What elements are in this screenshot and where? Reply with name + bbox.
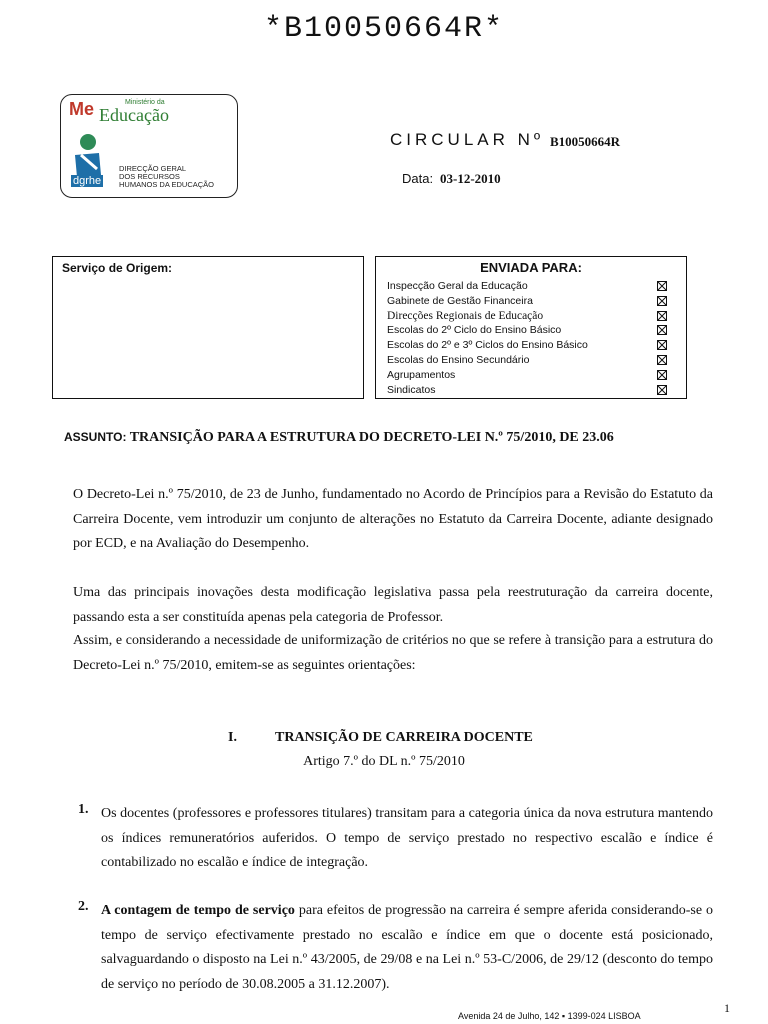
- checked-box-icon: [657, 385, 667, 395]
- item-number: 2.: [78, 899, 89, 914]
- service-origin-box: [52, 256, 364, 399]
- circular-label: CIRCULAR Nº: [390, 130, 545, 149]
- recipient-item: [387, 353, 677, 368]
- recipient-item: [387, 309, 677, 324]
- item-body: Os docentes (professores e professores titulares) transitam para a categoria única da nova estrutura mantendo os índices remuneratórios auferidos. O tempo de serviço prestado no respectivo escalão e índice é contabilizado no escalão e índice de integração.: [101, 806, 713, 870]
- me-logo-glyph: Me: [69, 99, 95, 119]
- checked-box-icon: [657, 355, 667, 365]
- item-number: 1.: [78, 802, 89, 817]
- barcode-text: *B10050664R*: [263, 12, 505, 46]
- sent-to-box: [375, 256, 687, 399]
- recipient-item: [387, 368, 677, 383]
- sent-to-title: ENVIADA PARA:: [480, 260, 582, 275]
- item-text: [101, 802, 713, 876]
- recipient-label: Escolas do 2º Ciclo do Ensino Básico: [387, 324, 562, 337]
- subject-text: TRANSIÇÃO PARA A ESTRUTURA DO DECRETO-LEI N.º 75/2010, DE 23.06: [129, 430, 614, 445]
- recipient-label: Sindicatos: [387, 383, 436, 396]
- dgrhe-line: HUMANOS DA EDUCAÇÃO: [119, 180, 215, 189]
- recipient-label: Escolas do Ensino Secundário: [387, 353, 530, 366]
- checked-box-icon: [657, 370, 667, 380]
- recipient-item: [387, 338, 677, 353]
- recipient-label: Direcções Regionais de Educação: [387, 309, 544, 322]
- item-body: para efeitos de progressão na carreira é sempre aferida considerando-se o tempo de serviço efectivamente prestado no escalão e índice em que o docente está posicionado, salvaguardando o disposto na Lei n.º 43/2005, de 29/08 e na Lei n.º 53-C/2006, de 29/12 (desconto do tempo de serviço no período de 30.08.2005 a 31.12.2007).: [101, 903, 713, 992]
- section-subtitle: Artigo 7.º do DL n.º 75/2010: [303, 754, 465, 769]
- ministry-logo: [60, 94, 238, 198]
- subject-line: [64, 430, 614, 446]
- body-paragraph: Assim, e considerando a necessidade de uniformização de critérios no que se refere à transição para a estrutura do Decreto-Lei n.º 75/2010, emitem-se as seguintes orientações:: [73, 633, 713, 673]
- section-number: I.: [228, 730, 237, 745]
- recipient-label: Inspecção Geral da Educação: [387, 280, 528, 292]
- date-label: Data:: [402, 171, 434, 186]
- dgrhe-line: DIRECÇÃO GERAL: [119, 164, 187, 173]
- recipient-item: [387, 294, 677, 309]
- educacao-wordmark: Educação: [99, 105, 169, 125]
- checked-box-icon: [657, 296, 667, 306]
- dgrhe-fullname: [119, 165, 214, 189]
- service-origin-label: Serviço de Origem:: [62, 261, 173, 275]
- body-paragraph: Uma das principais inovações desta modificação legislativa passa pela reestruturação da carreira docente, passando esta a ser constituída apenas pela categoria de Professor.: [73, 585, 713, 625]
- subject-label: ASSUNTO:: [64, 430, 127, 444]
- circular-number: B10050664R: [550, 134, 621, 149]
- recipient-item: [387, 383, 677, 398]
- checked-box-icon: [657, 281, 667, 291]
- page-number: 1: [724, 1001, 730, 1015]
- checked-box-icon: [657, 340, 667, 350]
- body-paragraph: O Decreto-Lei n.º 75/2010, de 23 de Junho, fundamentado no Acordo de Princípios para a Revisão do Estatuto da Carreira Docente, vem introduzir um conjunto de alterações no Estatuto da Carreira Docente, adiante designado por ECD, e na Avaliação do Desempenho.: [73, 487, 713, 551]
- ministerio-text: Ministério da: [125, 99, 165, 106]
- recipient-label: Agrupamentos: [387, 368, 456, 381]
- checked-box-icon: [657, 325, 667, 335]
- dgrhe-label: dgrhe: [73, 175, 102, 187]
- section-title: TRANSIÇÃO DE CARREIRA DOCENTE: [275, 730, 533, 745]
- recipient-list: [387, 279, 677, 397]
- recipient-item: [387, 323, 677, 338]
- item-text: [101, 899, 713, 997]
- footer-address: Avenida 24 de Julho, 142 ▪ 1399-024 LISBOA: [458, 1011, 641, 1021]
- recipient-label: Escolas do 2º e 3º Ciclos do Ensino Básico: [387, 339, 588, 352]
- item-lead: A contagem de tempo de serviço: [101, 903, 295, 918]
- checked-box-icon: [657, 311, 667, 321]
- recipient-item: [387, 279, 677, 294]
- dgrhe-line: DOS RECURSOS: [119, 172, 180, 181]
- recipient-label: Gabinete de Gestão Financeira: [387, 294, 533, 307]
- date-value: 03-12-2010: [440, 171, 501, 186]
